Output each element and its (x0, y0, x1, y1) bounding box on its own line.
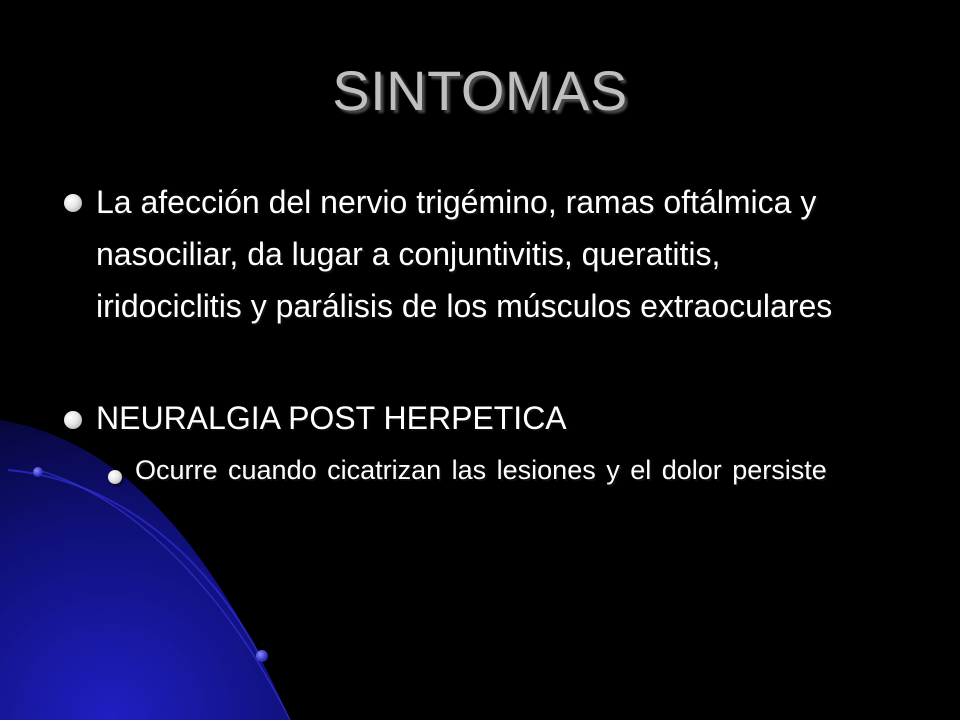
background-dot (33, 467, 43, 477)
bullet-icon (64, 411, 82, 429)
bullet-text-2: NEURALGIA POST HERPETICA (96, 400, 567, 436)
background-dot (256, 650, 268, 662)
sub-bullet-icon (108, 470, 122, 484)
slide-title: SINTOMAS (332, 59, 628, 122)
bullet-text-1: La afección del nervio trigémino, ramas oftálmica y nasociliar, da lugar a conjuntivitis, queratitis, iridociclitis y parálisis de los músculos extraoculares (96, 184, 833, 324)
bullet-icon (64, 194, 82, 212)
sub-bullet-text-1: Ocurre cuando cicatrizan las lesiones y el dolor persiste (135, 455, 827, 485)
